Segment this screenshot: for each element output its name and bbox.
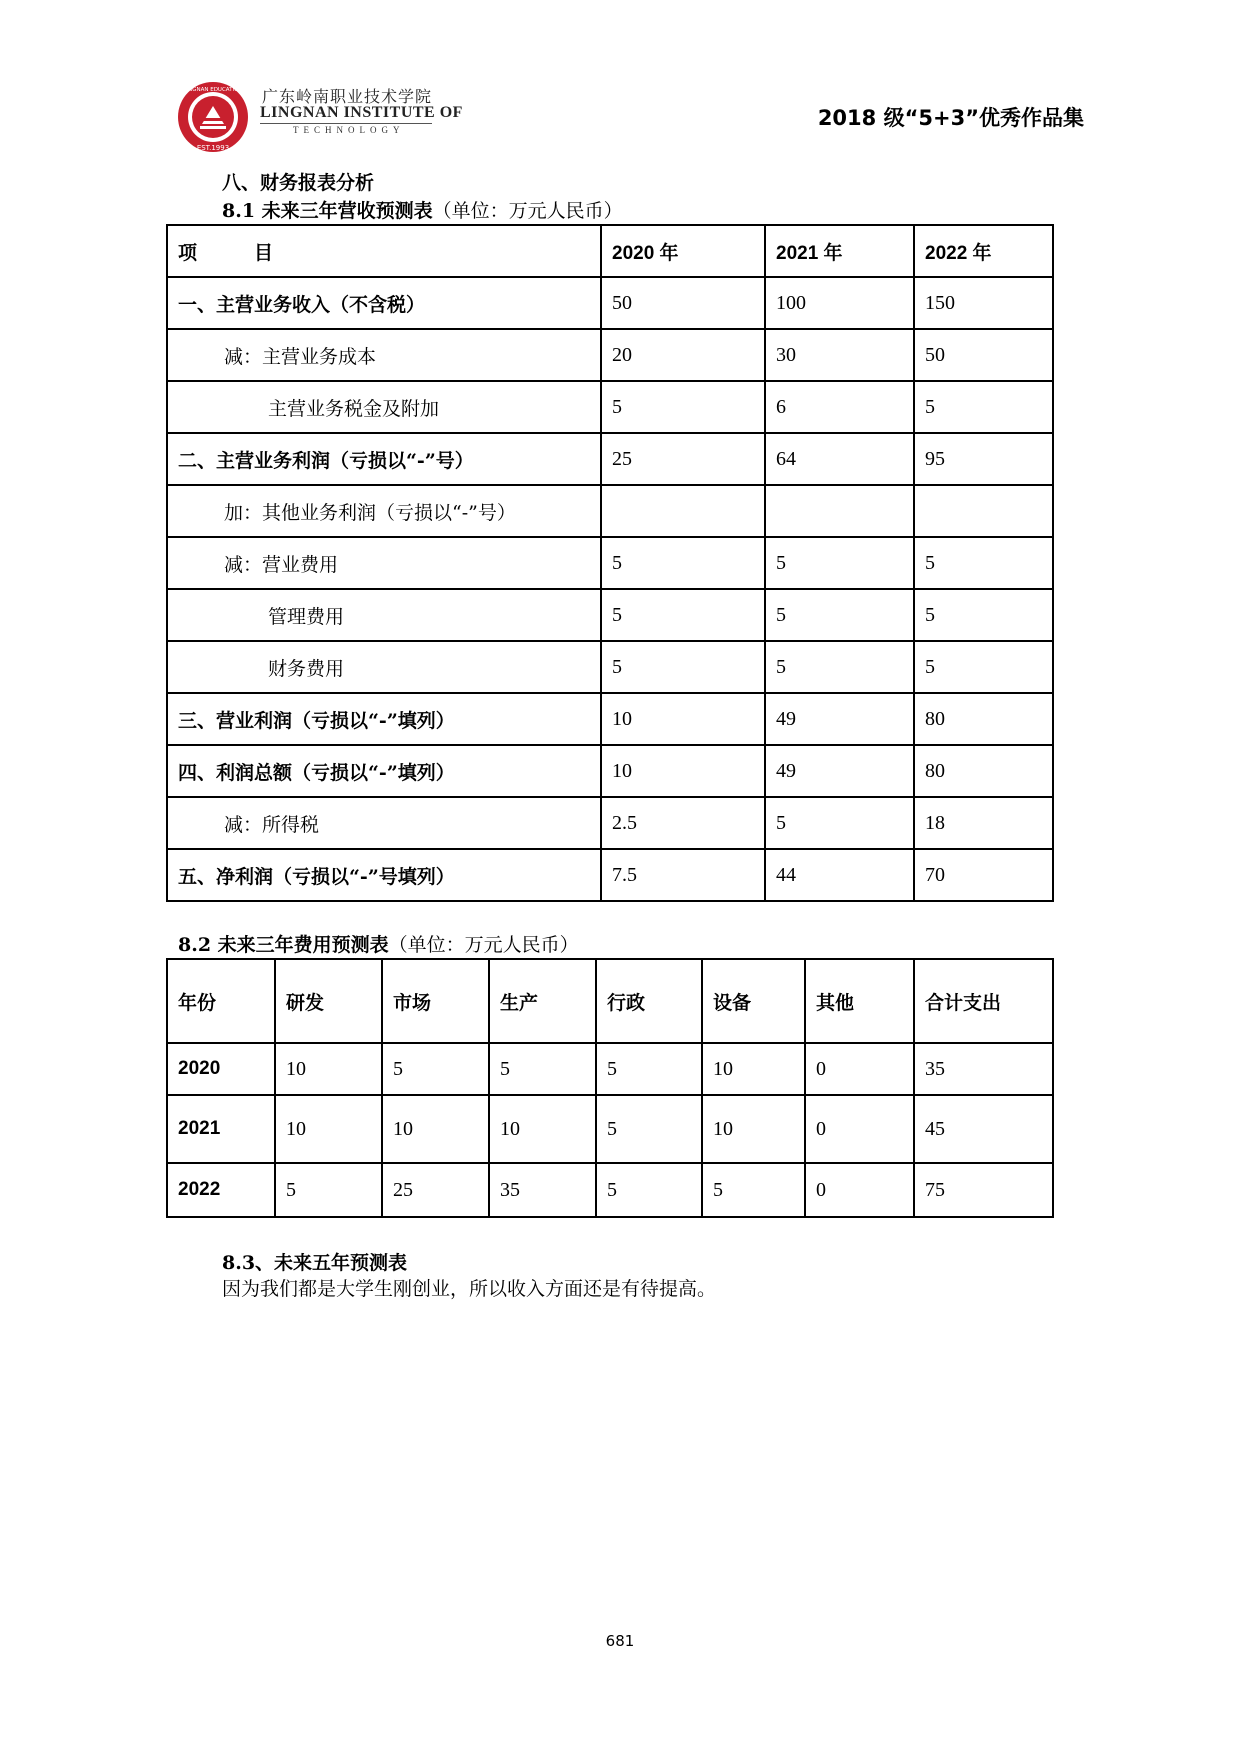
table1-caption-title: 8.1 未来三年营收预测表: [222, 200, 433, 222]
cell-2020: 5: [601, 537, 765, 589]
table-row: [167, 277, 1053, 329]
cell-production: 10: [489, 1095, 596, 1163]
header-item: 项 目: [167, 225, 601, 277]
school-name-cn: 广东岭南职业技术学院: [262, 87, 433, 106]
cell-2022: [914, 485, 1053, 537]
cell-other: 0: [805, 1043, 914, 1095]
header-2021: 2021 年: [765, 225, 914, 277]
cell-2022: 80: [914, 745, 1053, 797]
school-name-en-line2: TECHNOLOGY: [293, 125, 405, 135]
cell-rnd: 10: [275, 1095, 382, 1163]
cell-2021: 30: [765, 329, 914, 381]
cell-2020: 2.5: [601, 797, 765, 849]
page-header: [0, 0, 1240, 160]
cell-2022: 95: [914, 433, 1053, 485]
row-item: 三、营业利润（亏损以“-”填列）: [167, 693, 601, 745]
table-header-row: [167, 225, 1053, 277]
cell-total: 75: [914, 1163, 1053, 1217]
cell-2020: 50: [601, 277, 765, 329]
table-row: [167, 329, 1053, 381]
header-year: 年份: [167, 959, 275, 1043]
cell-2021: 5: [765, 797, 914, 849]
row-item: 财务费用: [167, 641, 601, 693]
table-row: [167, 537, 1053, 589]
header-2022: 2022 年: [914, 225, 1053, 277]
cell-2021: 100: [765, 277, 914, 329]
header-total: 合计支出: [914, 959, 1053, 1043]
cell-total: 45: [914, 1095, 1053, 1163]
cell-equipment: 5: [702, 1163, 805, 1217]
cell-admin: 5: [596, 1095, 702, 1163]
row-item: 主营业务税金及附加: [167, 381, 601, 433]
table-row: [167, 589, 1053, 641]
cell-2021: 6: [765, 381, 914, 433]
table2-caption-unit: （单位：万元人民币）: [388, 934, 579, 956]
cell-2021: 44: [765, 849, 914, 901]
cell-rnd: 5: [275, 1163, 382, 1217]
table-row: [167, 797, 1053, 849]
cell-2021: 64: [765, 433, 914, 485]
cell-2021: [765, 485, 914, 537]
row-item: 加：其他业务利润（亏损以“-”号）: [167, 485, 601, 537]
table-row: [167, 485, 1053, 537]
cell-2020: [601, 485, 765, 537]
cell-2022: 18: [914, 797, 1053, 849]
cell-2020: 7.5: [601, 849, 765, 901]
cell-production: 35: [489, 1163, 596, 1217]
row-item: 四、利润总额（亏损以“-”填列）: [167, 745, 601, 797]
cell-market: 5: [382, 1043, 489, 1095]
table1-caption: [222, 196, 623, 223]
cell-2020: 25: [601, 433, 765, 485]
header-market: 市场: [382, 959, 489, 1043]
table-row: [167, 641, 1053, 693]
header-equipment: 设备: [702, 959, 805, 1043]
cell-year: 2022: [167, 1163, 275, 1217]
cell-year: 2020: [167, 1043, 275, 1095]
header-rnd: 研发: [275, 959, 382, 1043]
cell-2022: 50: [914, 329, 1053, 381]
page-number: 681: [605, 1632, 635, 1650]
cell-2022: 150: [914, 277, 1053, 329]
table2-caption-title: 8.2 未来三年费用预测表: [178, 934, 389, 956]
section-heading: 八、财务报表分析: [222, 172, 375, 194]
table-row: [167, 745, 1053, 797]
cell-2021: 5: [765, 589, 914, 641]
table-row: [167, 693, 1053, 745]
table-row: [167, 1163, 1053, 1217]
table-row: [167, 1095, 1053, 1163]
cell-2020: 10: [601, 693, 765, 745]
table-row: [167, 433, 1053, 485]
cell-year: 2021: [167, 1095, 275, 1163]
header-2020: 2020 年: [601, 225, 765, 277]
table-header-row: [167, 959, 1053, 1043]
section-8-3-body: 因为我们都是大学生刚创业，所以收入方面还是有待提高。: [222, 1278, 717, 1300]
cell-2020: 5: [601, 641, 765, 693]
logo-ring-text: LINGNAN EDUCATION: [183, 87, 243, 93]
logo-est-text: EST.1993: [196, 144, 230, 152]
cell-2021: 5: [765, 537, 914, 589]
section-8-3-heading: 8.3、未来五年预测表: [222, 1252, 408, 1274]
table1-caption-unit: （单位：万元人民币）: [432, 200, 623, 222]
cell-2022: 70: [914, 849, 1053, 901]
cell-2022: 80: [914, 693, 1053, 745]
cell-2022: 5: [914, 589, 1053, 641]
row-item: 五、净利润（亏损以“-”号填列）: [167, 849, 601, 901]
cell-2020: 5: [601, 589, 765, 641]
cell-2021: 49: [765, 745, 914, 797]
header-admin: 行政: [596, 959, 702, 1043]
cell-equipment: 10: [702, 1095, 805, 1163]
table-row: [167, 1043, 1053, 1095]
cell-2022: 5: [914, 641, 1053, 693]
header-other: 其他: [805, 959, 914, 1043]
row-item: 一、主营业务收入（不含税）: [167, 277, 601, 329]
expense-forecast-table: [166, 958, 1054, 1218]
cell-total: 35: [914, 1043, 1053, 1095]
cell-equipment: 10: [702, 1043, 805, 1095]
cell-admin: 5: [596, 1043, 702, 1095]
collection-title: 2018 级“5+3”优秀作品集: [817, 106, 1084, 130]
cell-market: 25: [382, 1163, 489, 1217]
table2-caption: [178, 930, 579, 957]
cell-rnd: 10: [275, 1043, 382, 1095]
row-item: 减：营业费用: [167, 537, 601, 589]
school-logo: [176, 80, 250, 154]
header-rule: [260, 123, 432, 124]
cell-2020: 5: [601, 381, 765, 433]
cell-other: 0: [805, 1163, 914, 1217]
revenue-forecast-table: [166, 224, 1054, 902]
cell-2020: 20: [601, 329, 765, 381]
cell-2022: 5: [914, 537, 1053, 589]
cell-market: 10: [382, 1095, 489, 1163]
row-item: 减：主营业务成本: [167, 329, 601, 381]
row-item: 管理费用: [167, 589, 601, 641]
cell-2021: 49: [765, 693, 914, 745]
table-row: [167, 849, 1053, 901]
cell-admin: 5: [596, 1163, 702, 1217]
cell-2022: 5: [914, 381, 1053, 433]
table-row: [167, 381, 1053, 433]
header-production: 生产: [489, 959, 596, 1043]
row-item: 二、主营业务利润（亏损以“-”号）: [167, 433, 601, 485]
cell-other: 0: [805, 1095, 914, 1163]
cell-2020: 10: [601, 745, 765, 797]
row-item: 减：所得税: [167, 797, 601, 849]
school-name-en: LINGNAN INSTITUTE OF: [260, 104, 463, 121]
cell-production: 5: [489, 1043, 596, 1095]
cell-2021: 5: [765, 641, 914, 693]
